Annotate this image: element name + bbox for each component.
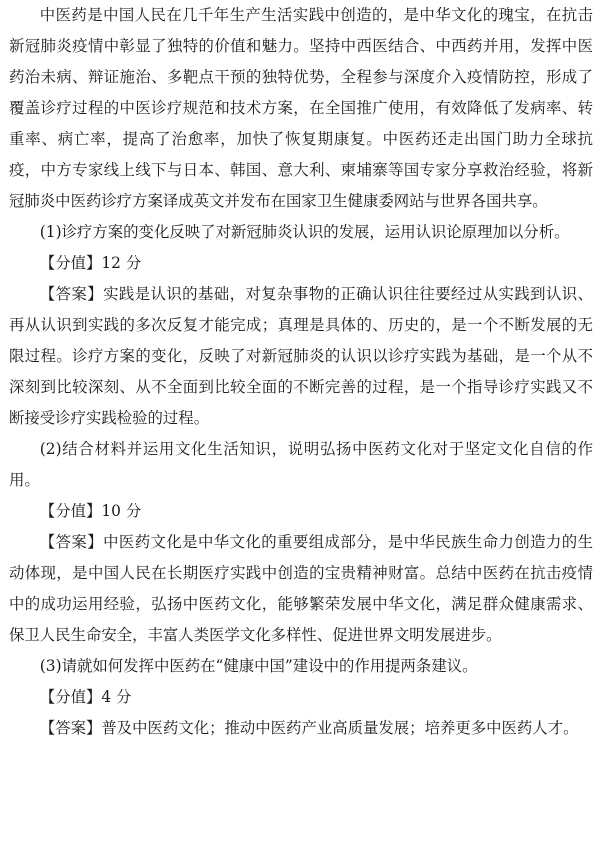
answer-3: 【答案】普及中医药文化；推动中医药产业高质量发展；培养更多中医药人才。 [39, 719, 579, 737]
score-3: 【分值】4 分 [39, 688, 132, 706]
answer-1: 【答案】实践是认识的基础，对复杂事物的正确认识往往要经过从实践到认识、再从认识到实践的多次反复才能完成；真理是具体的、历史的，是一个不断发展的无限过程。诊疗方案的变化，反映了对新冠肺炎的认识以诊疗实践为基础，是一个从不深刻到比较深刻、从不全面到比较全面的不断完善的过程，是一个指导诊疗实践又不断接受诊疗实践检验的过程。 [9, 285, 593, 427]
question-2: (2)结合材料并运用文化生活知识，说明弘扬中医药文化对于坚定文化自信的作用。 [9, 440, 593, 489]
score-1: 【分值】12 分 [39, 254, 142, 272]
answer-2: 【答案】中医药文化是中华文化的重要组成部分，是中华民族生命力创造力的生动体现，是中国人民在长期医疗实践中创造的宝贵精神财富。总结中医药在抗击疫情中的成功运用经验，弘扬中医药文化，能够繁荣发展中华文化，满足群众健康需求、保卫人民生命安全，丰富人类医学文化多样性、促进世界文明发展进步。 [9, 533, 593, 644]
question-3: (3)请就如何发挥中医药在“健康中国”建设中的作用提两条建议。 [39, 657, 478, 675]
question-1: (1)诊疗方案的变化反映了对新冠肺炎认识的发展，运用认识论原理加以分析。 [39, 223, 570, 241]
material-paragraph: 中医药是中国人民在几千年生产生活实践中创造的，是中华文化的瑰宝，在抗击新冠肺炎疫情中彰显了独特的价值和魅力。坚持中西医结合、中西药并用，发挥中医药治未病、辩证施治、多靶点干预的独特优势，全程参与深度介入疫情防控，形成了覆盖诊疗过程的中医诊疗规范和技术方案，在全国推广使用，有效降低了发病率、转重率、病亡率，提高了治愈率，加快了恢复期康复。中医药还走出国门助力全球抗疫，中方专家线上线下与日本、韩国、意大利、柬埔寨等国专家分享救治经验，将新冠肺炎中医药诊疗方案译成英文并发布在国家卫生健康委网站与世界各国共享。 [9, 6, 593, 210]
document-page [9, 0, 593, 744]
score-2: 【分值】10 分 [39, 502, 142, 520]
